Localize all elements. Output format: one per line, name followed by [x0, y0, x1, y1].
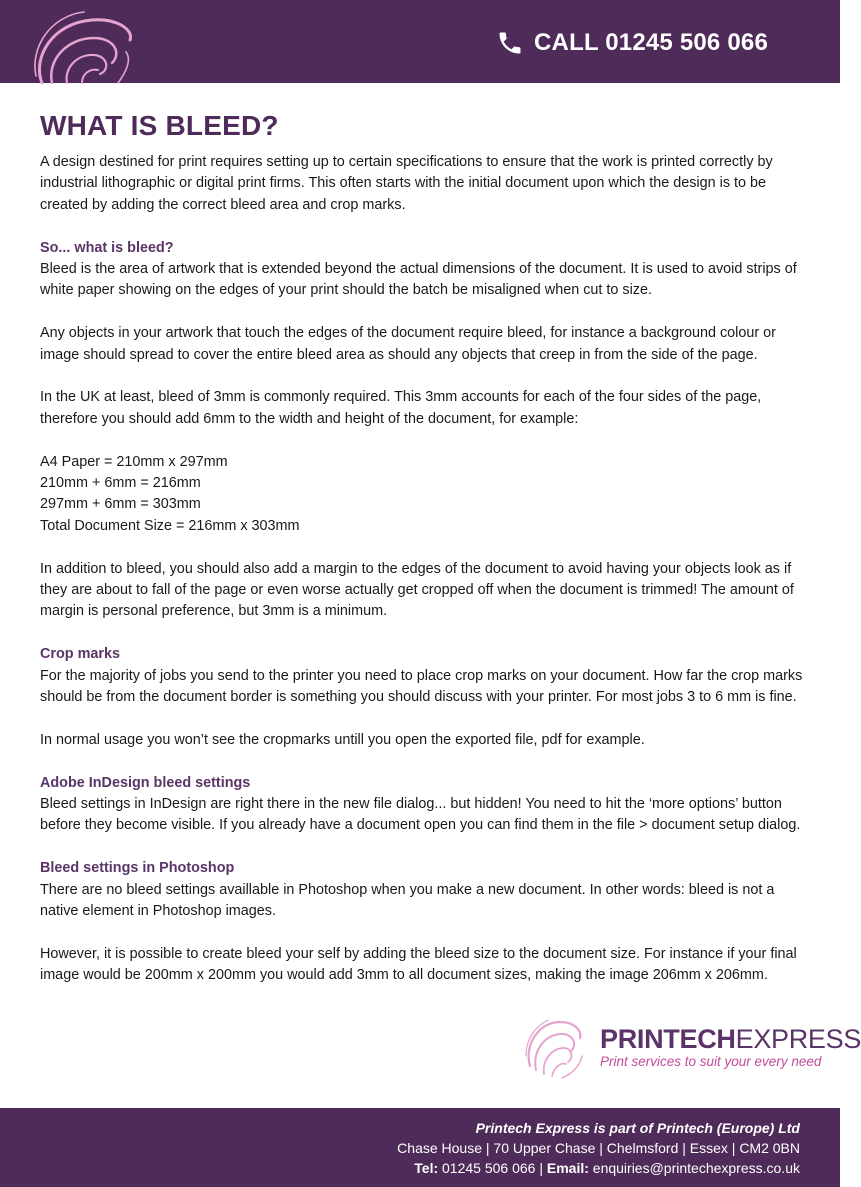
bleed-heading: So... what is bleed? — [40, 239, 174, 256]
example-line: 297mm + 6mm = 303mm — [40, 496, 201, 513]
photoshop-paragraph-1: There are no bleed settings availlable in Photoshop when you make a new document. In other words: bleed is not a native element in Photoshop images. — [40, 881, 775, 920]
bleed-paragraph-1: Bleed is the area of artwork that is extended beyond the actual dimensions of the document. It is used to avoid strips of white paper showing on the edges of your print should the batch be misaligned when cut to size. — [40, 261, 797, 299]
swirl-logo-icon — [22, 8, 142, 83]
example-line: 210mm + 6mm = 216mm — [40, 475, 201, 492]
crop-paragraph-1: For the majority of jobs you send to the printer you need to place crop marks on your document. How far the crop marks should be from the document border is something you should discuss with your printer. For most jobs 3 to 6 mm is fine. — [40, 667, 803, 706]
footer-contact-line — [0, 1158, 800, 1178]
bleed-paragraph-3: In the UK at least, bleed of 3mm is commonly required. This 3mm accounts for each of the four sides of the page, therefore you should add 6mm to the width and height of the document, for example: — [40, 389, 762, 427]
margin-paragraph: In addition to bleed, you should also add a margin to the edges of the document to avoid having your objects look as if they are about to fall of the page or even worse actually get cropped off when the document is trimmed! The amount of margin is personal preference, but 3mm is a minimum. — [40, 560, 794, 620]
indesign-heading: Adobe InDesign bleed settings — [40, 774, 251, 791]
example-calculation — [40, 452, 810, 538]
footer-bar — [0, 1108, 840, 1187]
tel-label: Tel: — [414, 1160, 439, 1176]
intro-paragraph: A design destined for print requires setting up to certain specifications to ensure that the work is printed correctly by industrial lithographic or digital print firms. This often starts with the initial document upon which the design is to be created by adding the correct bleed area and crop marks. — [40, 154, 773, 213]
brand-name-bold: PRINTECH — [600, 1024, 736, 1054]
footer-company-line: Printech Express is part of Printech (Europe) Ltd — [475, 1120, 800, 1136]
call-phone-link[interactable] — [496, 26, 768, 60]
footer-address-line: Chase House | 70 Upper Chase | Chelmsford | Essex | CM2 0BN — [397, 1140, 800, 1156]
brand-logo — [522, 1016, 861, 1082]
phone-label: CALL 01245 506 066 — [534, 29, 768, 56]
brand-name — [600, 1024, 861, 1055]
photoshop-paragraph-2: However, it is possible to create bleed your self by adding the bleed size to the document size. For instance if your final image would be 200mm x 200mm you would add 3mm to all document sizes, making the image 206mm x 206mm. — [40, 945, 797, 984]
email-label: Email: — [546, 1160, 589, 1176]
tel-value[interactable]: 01245 506 066 — [442, 1160, 536, 1176]
crop-paragraph-2: In normal usage you won’t see the cropmarks untill you open the exported file, pdf for example. — [40, 731, 645, 748]
header-bar — [0, 0, 840, 83]
email-value[interactable]: enquiries@printechexpress.co.uk — [592, 1160, 800, 1176]
article-body — [40, 110, 810, 987]
brand-tagline: Print services to suit your every need — [600, 1054, 822, 1069]
brand-swirl-icon — [522, 1016, 586, 1080]
phone-icon — [496, 29, 524, 57]
page-title: WHAT IS BLEED? — [40, 110, 279, 141]
bleed-paragraph-2: Any objects in your artwork that touch the edges of the document require bleed, for instance a background colour or image should spread to cover the entire bleed area as should any objects that creep in from the side of the page. — [40, 325, 776, 363]
indesign-paragraph: Bleed settings in InDesign are right there in the new file dialog... but hidden! You need to hit the ‘more options’ button before they become visible. If you already have a document open you can find them in the file > document setup dialog. — [40, 796, 801, 834]
example-line: A4 Paper = 210mm x 297mm — [40, 453, 228, 470]
footer-separator: | — [535, 1160, 547, 1176]
example-line: Total Document Size = 216mm x 303mm — [40, 517, 300, 534]
brand-name-light: EXPRESS — [735, 1024, 861, 1054]
photoshop-heading: Bleed settings in Photoshop — [40, 860, 235, 877]
crop-marks-heading: Crop marks — [40, 646, 120, 663]
